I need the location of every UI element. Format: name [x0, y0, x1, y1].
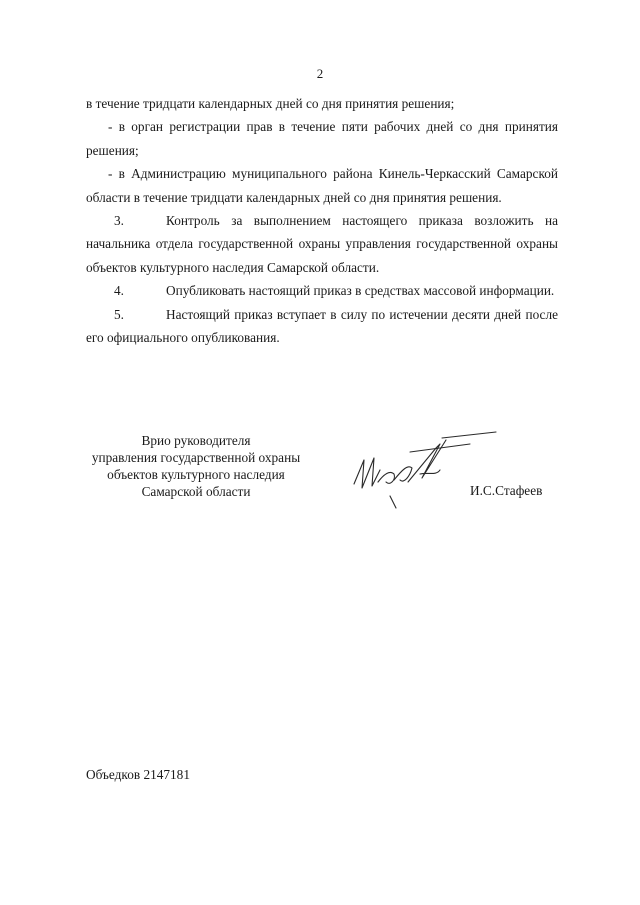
- paragraph-registration: - в орган регистрации прав в течение пяти рабочих дней со дня принятия решения;: [86, 119, 558, 158]
- numbered-item-5: [86, 303, 558, 350]
- item-number: 4.: [114, 283, 124, 299]
- signer-name: И.С.Стафеев: [470, 483, 543, 498]
- document-body: [86, 92, 558, 349]
- signatory-title-line: объектов культурного наследия: [107, 467, 285, 482]
- signatory-title: [80, 432, 312, 500]
- signatory-title-line: Врио руководителя: [141, 433, 251, 448]
- paragraph-administration: - в Администрацию муниципального района Кинель-Черкасский Самарской области в течение тридцати календарных дней со дня принятия решения.: [86, 166, 558, 205]
- item-text: Опубликовать настоящий приказ в средствах массовой информации.: [165, 283, 555, 299]
- item-number: 3.: [114, 213, 124, 229]
- item-text: Контроль за выполнением настоящего приказа возложить на начальника отдела государственной охраны управления государственной охраны объектов культурного наследия Самарской области.: [86, 213, 558, 275]
- numbered-item-4: [86, 279, 558, 302]
- item-number: 5.: [114, 306, 124, 322]
- paragraph-continuation: в течение тридцати календарных дней со дня принятия решения;: [86, 96, 455, 111]
- item-text: Настоящий приказ вступает в силу по истечении десяти дней после его официального опубликования.: [86, 306, 558, 346]
- page-number: 2: [316, 66, 324, 81]
- signatory-title-line: управления государственной охраны: [91, 450, 301, 465]
- numbered-item-3: [86, 209, 558, 279]
- executor-info: Объедков 2147181: [86, 767, 190, 782]
- signatory-title-line: Самарской области: [141, 484, 251, 499]
